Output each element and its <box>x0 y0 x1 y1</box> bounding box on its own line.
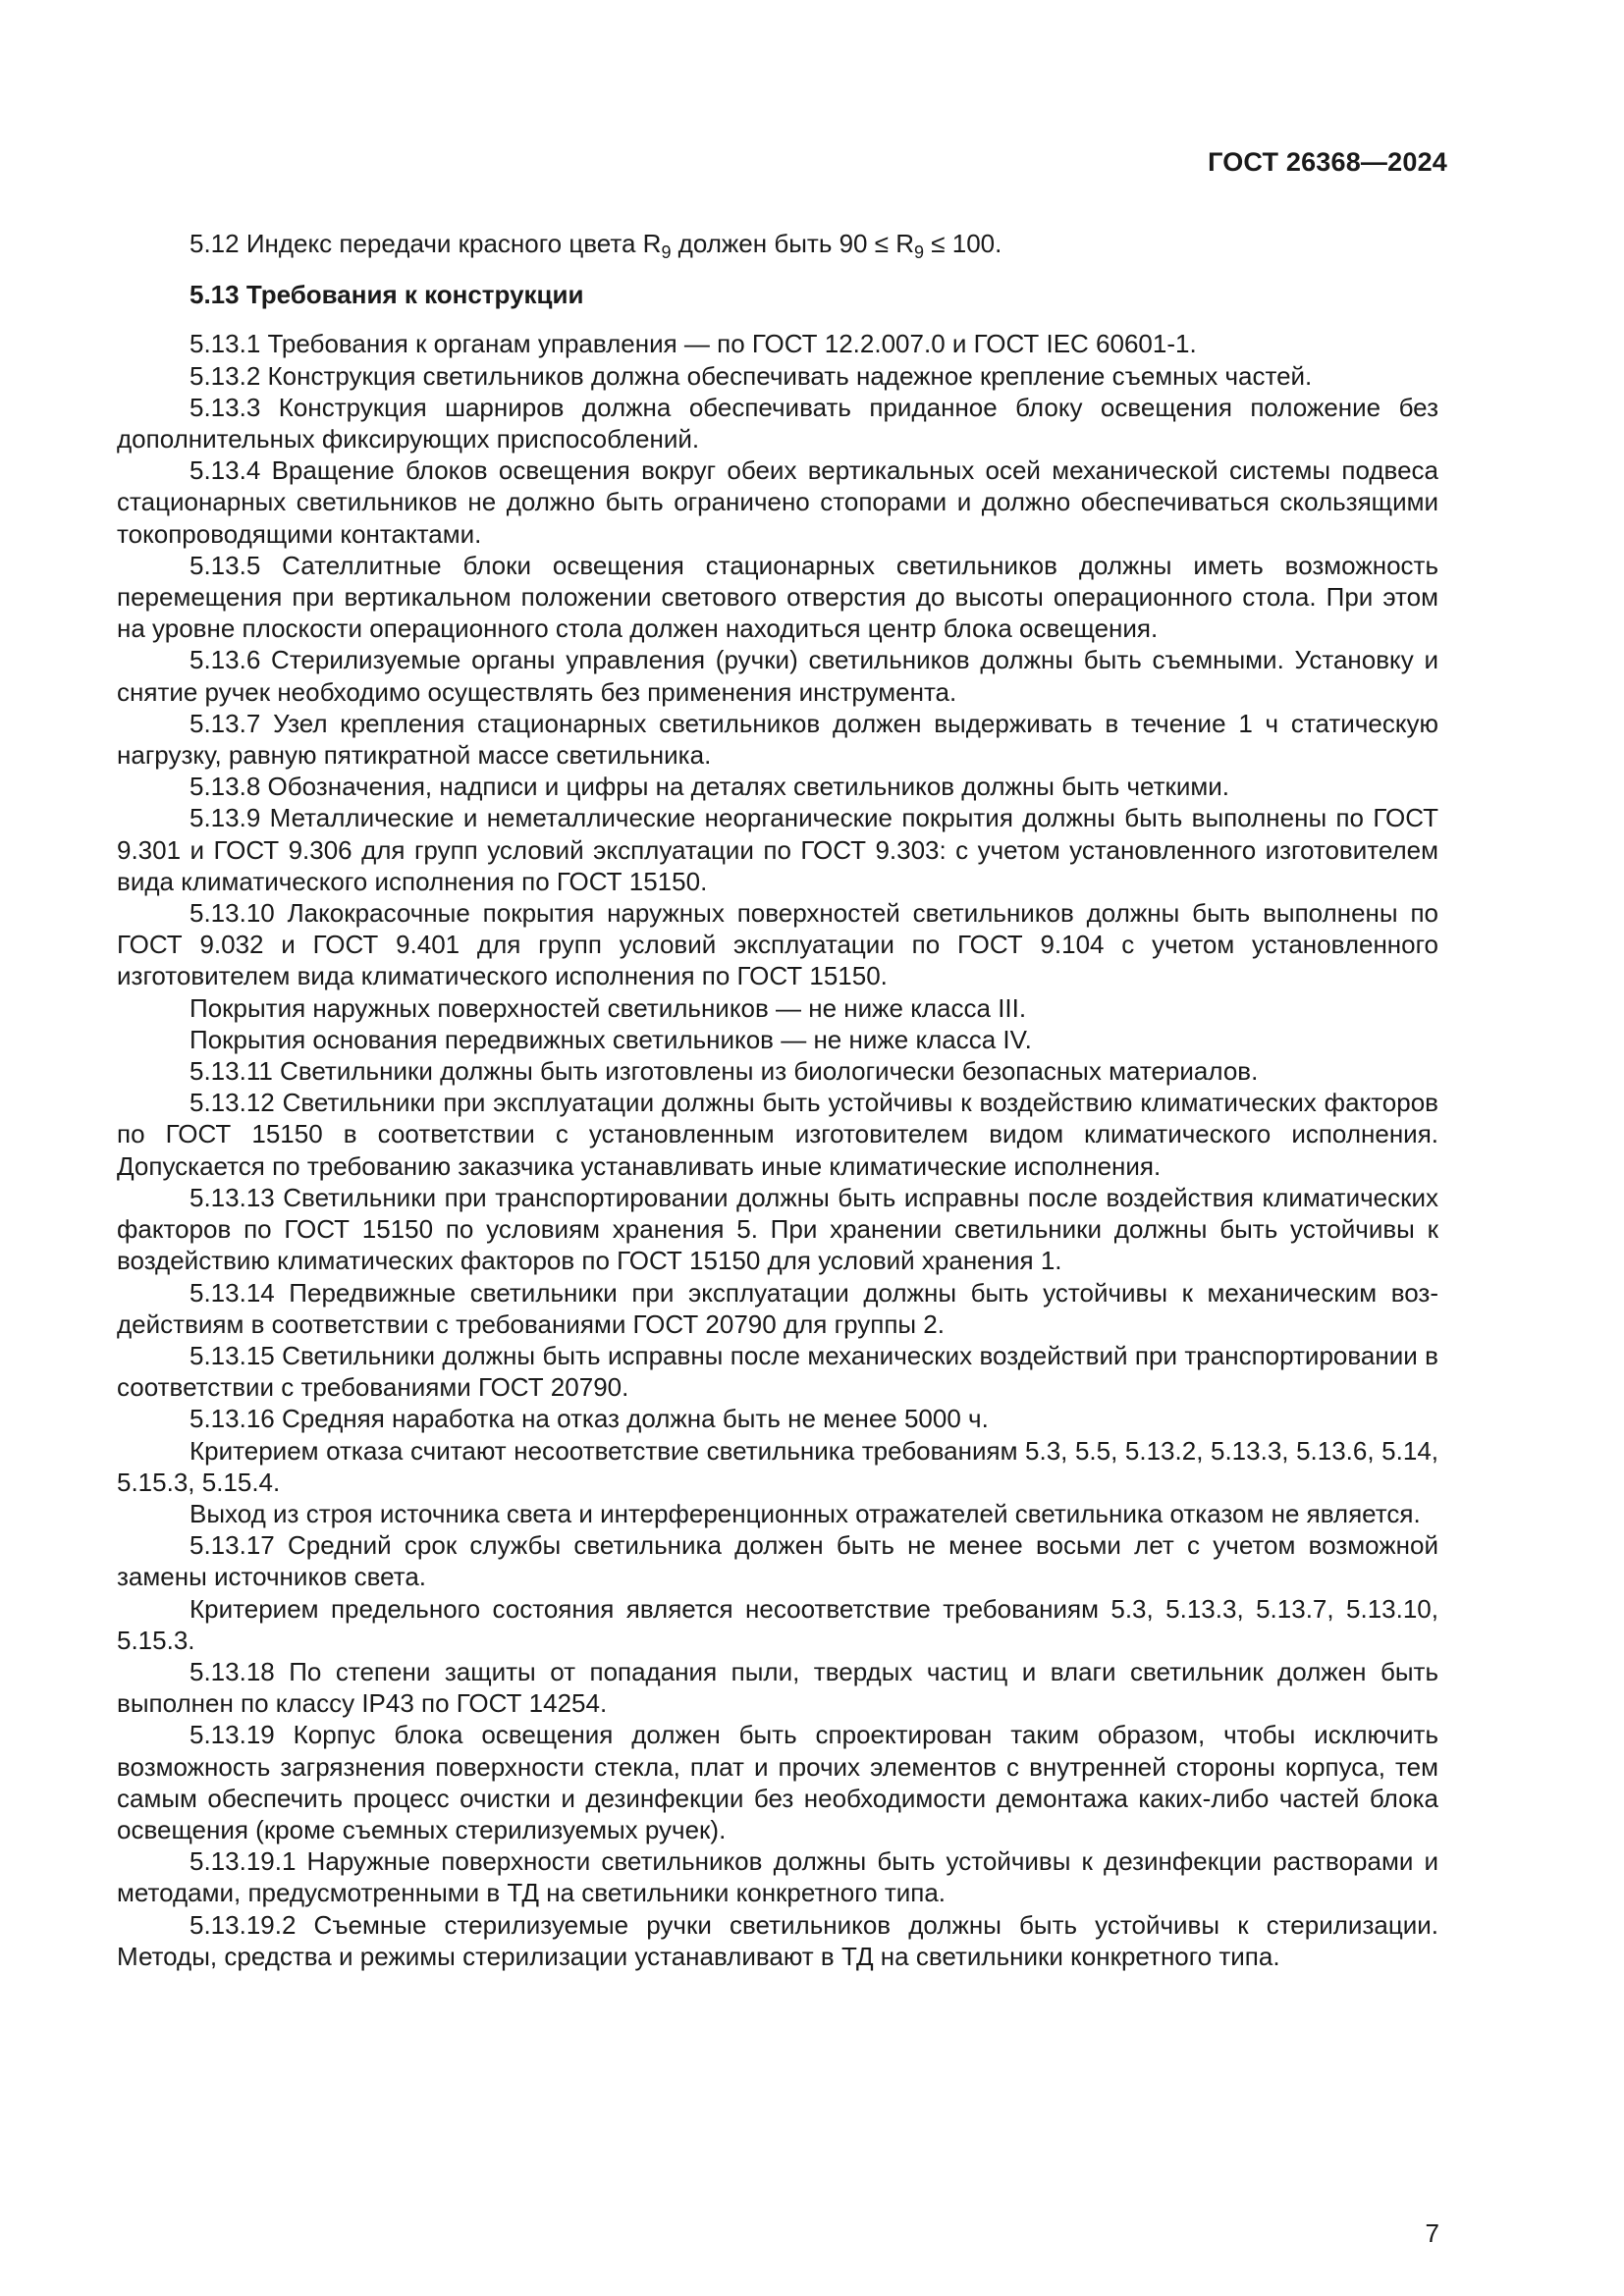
paragraph: Покрытия основания передвижных светильников — не ниже класса IV. <box>189 1024 1032 1054</box>
paragraph: 5.13.18 По степени защиты от попадания пыли, твердых частиц и влаги светильник должен быть выполнен по классу IP43 по ГОСТ 14254. <box>117 1656 1438 1719</box>
paragraph: 5.13.11 Светильники должны быть изготовлены из биологически безопасных материалов. <box>189 1056 1259 1087</box>
paragraph: 5.13.5 Сателлитные блоки освещения стационарных светильников должны иметь возможность перемещения при вертикальном положении светового отверстия до высоты операционного стола. При этом на уровне плоскости операционного стола должен находиться центр блока освещения. <box>117 550 1438 644</box>
paragraph-list <box>117 328 1438 1972</box>
document-code: ГОСТ 26368—2024 <box>1208 147 1447 177</box>
paragraph: 5.13.4 Вращение блоков освещения вокруг обеих вертикальных осей механической системы подвеса стационарных светильников не должно быть ограничено стопорами и должно обеспечиваться скользящими токопроводящими контактами. <box>117 455 1438 549</box>
paragraph: Покрытия наружных поверхностей светильников — не ниже класса III. <box>189 992 1027 1023</box>
section-heading: 5.13 Требования к конструкции <box>189 280 584 310</box>
paragraph: 5.13.16 Средняя наработка на отказ должна быть не менее 5000 ч. <box>189 1404 989 1434</box>
paragraph: 5.13.10 Лакокрасочные покрытия наружных поверхностей светильников должны быть выполнены по ГОСТ 9.032 и ГОСТ 9.401 для групп условий эксплуатации по ГОСТ 9.104 с учетом установленного изготовителем вида климатического исполнения по ГОСТ 15150. <box>117 898 1438 991</box>
paragraph: Выход из строя источника света и интерференционных отражателей светильника отказом не является. <box>189 1498 1421 1528</box>
paragraph: Критерием отказа считают несоответствие светильника требованиям 5.3, 5.5, 5.13.2, 5.13.3, 5.13.6, 5.14, 5.15.3, 5.15.4. <box>117 1435 1438 1497</box>
paragraph: 5.13.19 Корпус блока освещения должен быть спроектирован таким образом, чтобы исключить возможность загрязнения поверхности стекла, плат и прочих элементов с внутренней стороны корпуса, тем самым обеспечить процесс очистки и дезинфекции без необходимости демонтажа каких-либо частей блока освещения (кроме съемных стерилизуемых ручек). <box>117 1720 1438 1844</box>
paragraph: 5.13.13 Светильники при транспортировании должны быть исправны после воздействия климатических факторов по ГОСТ 15150 по условиям хранения 5. При хранении светильники должны быть устойчивы к воздействию климатических факторов по ГОСТ 15150 для условий хранения 1. <box>117 1182 1438 1276</box>
paragraph: 5.13.8 Обозначения, надписи и цифры на деталях светильников должны быть четкими. <box>189 772 1230 802</box>
paragraph: 5.13.6 Стерилизуемые органы управления (ручки) светильников должны быть съемными. Установку и снятие ручек необходимо осуществлять без применения инструмента. <box>117 645 1438 707</box>
paragraph: 5.13.7 Узел крепления стационарных светильников должен выдерживать в течение 1 ч статическую нагрузку, равную пятикратной массе светильника. <box>117 708 1438 771</box>
paragraph: 5.13.2 Конструкция светильников должна обеспечивать надежное крепление съемных частей. <box>189 360 1313 391</box>
paragraph: 5.13.19.2 Съемные стерилизуемые ручки светильников должны быть устойчивы к стерилизации. Методы, средства и режимы стерилизации устанавливают в ТД на светильники конкретного типа. <box>117 1909 1438 1971</box>
paragraph: 5.13.19.1 Наружные поверхности светильников должны быть устойчивы к дезинфекции растворами и методами, предусмотренными в ТД на светильники конкретного типа. <box>117 1846 1438 1908</box>
paragraph-5-12: 5.12 Индекс передачи красного цвета $R_9$ должен быть $90 \le R_9 \le 100$. <box>189 229 1002 262</box>
paragraph: 5.13.9 Металлические и неметаллические неорганические покрытия должны быть выполнены по ГОСТ 9.301 и ГОСТ 9.306 для групп условий эксплуатации по ГОСТ 9.303: с учетом установленного изготовителем вида климатического исполнения по ГОСТ 15150. <box>117 803 1438 896</box>
page-number: 7 <box>1425 2218 1439 2248</box>
paragraph: Критерием предельного состояния является несоответствие требованиям 5.3, 5.13.3, 5.13.7, 5.13.10, 5.15.3. <box>117 1593 1438 1655</box>
paragraph: 5.13.12 Светильники при эксплуатации должны быть устойчивы к воздействию климатических факторов по ГОСТ 15150 в соответствии с установленным изготовителем видом климатического исполнения. Допускается по требованию заказчика устанавливать иные климатические исполнения. <box>117 1088 1438 1181</box>
paragraph: 5.13.3 Конструкция шарниров должна обеспечивать приданное блоку освещения положение без дополнительных фиксирующих приспособлений. <box>117 392 1438 454</box>
paragraph: 5.13.1 Требования к органам управления — по ГОСТ 12.2.007.0 и ГОСТ IEC 60601-1. <box>189 329 1197 359</box>
paragraph: 5.13.15 Светильники должны быть исправны после механических воздействий при транспортировании в соответствии с требованиями ГОСТ 20790. <box>117 1340 1438 1403</box>
paragraph: 5.13.17 Средний срок службы светильника должен быть не менее восьми лет с учетом возможной замены источников света. <box>117 1530 1438 1592</box>
document-body <box>117 228 1438 1972</box>
paragraph: 5.13.14 Передвижные светильники при эксплуатации должны быть устойчивы к механическим воздействиям в соответствии с требованиями ГОСТ 20790 для группы 2. <box>117 1277 1438 1339</box>
